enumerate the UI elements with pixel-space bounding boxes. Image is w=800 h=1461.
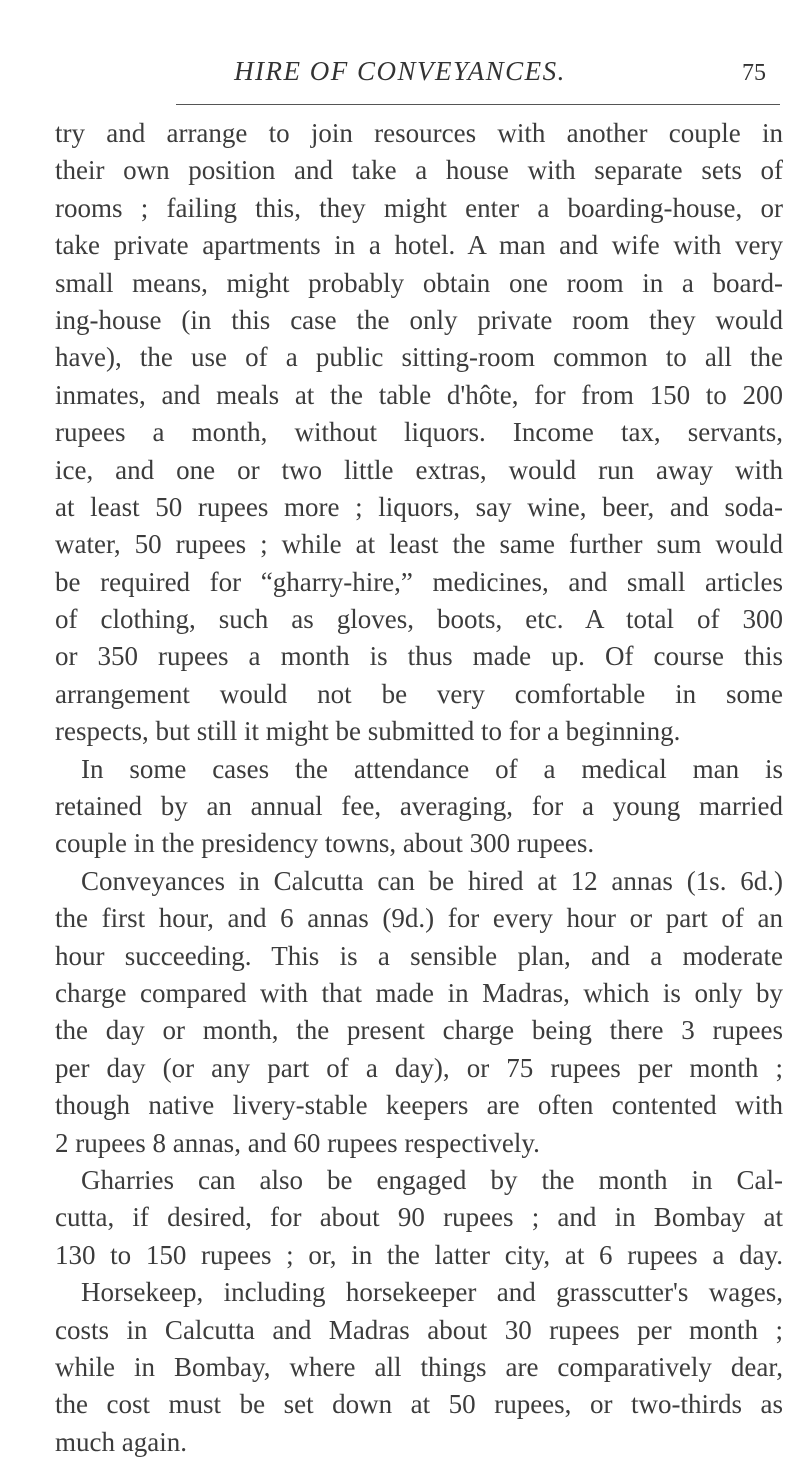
- text-line: much again.: [55, 1426, 187, 1457]
- text-line: water, 50 rupees ; while at least the same further sum would: [55, 529, 783, 560]
- text-line: have), the use of a public sitting-room common to all the: [55, 342, 783, 373]
- text-line: of clothing, such as gloves, boots, etc. A total of 300: [55, 604, 783, 635]
- text-line: costs in Calcutta and Madras about 30 rupees per month ;: [55, 1314, 783, 1345]
- text-line: charge compared with that made in Madras, which is only by: [55, 977, 783, 1008]
- text-line: per day (or any part of a day), or 75 rupees per month ;: [55, 1052, 783, 1083]
- text-line: hour succeeding. This is a sensible plan, and a moderate: [55, 940, 783, 971]
- text-line: at least 50 rupees more ; liquors, say wine, beer, and soda-: [55, 491, 783, 522]
- text-line: small means, might probably obtain one room in a board-: [55, 267, 783, 298]
- text-line: In some cases the attendance of a medical man is: [81, 753, 783, 784]
- text-line: the day or month, the present charge being there 3 rupees: [55, 1015, 783, 1046]
- text-line: rooms ; failing this, they might enter a boarding-house, or: [55, 192, 783, 223]
- text-line: 2 rupees 8 annas, and 60 rupees respectively.: [55, 1127, 540, 1158]
- text-line: ing-house (in this case the only private room they would: [55, 304, 783, 335]
- text-line: respects, but still it might be submitted to for a beginning.: [55, 716, 681, 747]
- body-text: [55, 115, 783, 1461]
- text-line: arrangement would not be very comfortable in some: [55, 678, 783, 709]
- text-line: ice, and one or two little extras, would run away with: [55, 454, 783, 485]
- text-line: the cost must be set down at 50 rupees, or two-thirds as: [55, 1389, 783, 1420]
- page-number: 75: [742, 60, 766, 86]
- text-line: Horsekeep, including horsekeeper and grasscutter's wages,: [81, 1277, 783, 1308]
- text-line: try and arrange to join resources with another couple in: [55, 118, 783, 148]
- text-line: cutta, if desired, for about 90 rupees ; and in Bombay at: [55, 1202, 783, 1233]
- running-head: HIRE OF CONVEYANCES.: [234, 56, 566, 86]
- text-line: Conveyances in Calcutta can be hired at 12 annas (1s. 6d.): [81, 865, 783, 896]
- text-line: the first hour, and 6 annas (9d.) for every hour or part of an: [55, 903, 783, 934]
- text-line: inmates, and meals at the table d'hôte, for from 150 to 200: [55, 379, 783, 410]
- text-line: be required for “gharry-hire,” medicines, and small articles: [55, 566, 783, 597]
- header-rule: [176, 104, 780, 105]
- text-line: 130 to 150 rupees ; or, in the latter city, at 6 rupees a day.: [55, 1239, 783, 1270]
- text-line: though native livery-stable keepers are often contented with: [55, 1090, 783, 1121]
- text-line: Gharries can also be engaged by the month in Cal-: [81, 1164, 783, 1195]
- text-line: take private apartments in a hotel. A man and wife with very: [55, 230, 783, 261]
- text-line: or 350 rupees a month is thus made up. Of course this: [55, 641, 783, 672]
- text-line: couple in the presidency towns, about 300 rupees.: [55, 828, 595, 859]
- text-line: while in Bombay, where all things are comparatively dear,: [55, 1351, 783, 1382]
- text-line: their own position and take a house with separate sets of: [55, 155, 783, 186]
- text-line: rupees a month, without liquors. Income tax, servants,: [55, 417, 783, 448]
- text-line: retained by an annual fee, averaging, for a young married: [55, 791, 783, 822]
